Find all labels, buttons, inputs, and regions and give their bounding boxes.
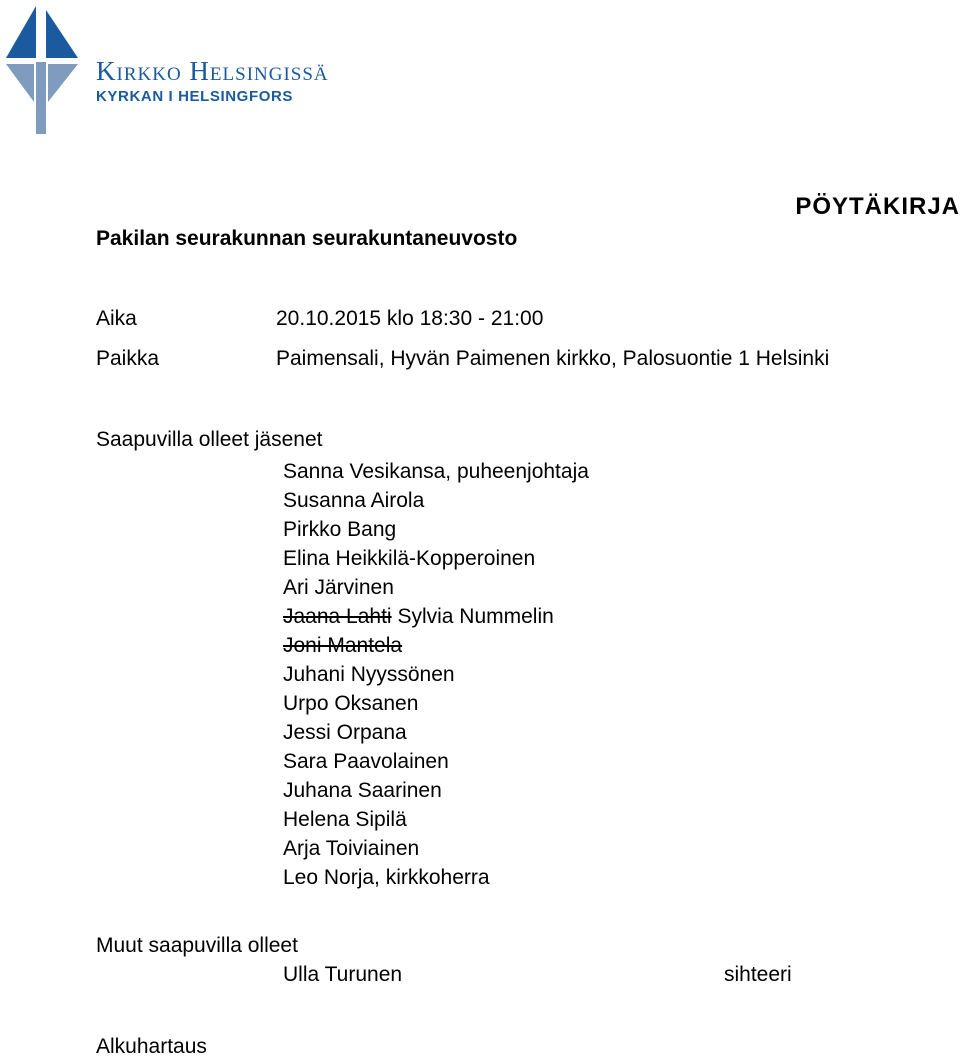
list-item <box>283 834 589 863</box>
list-item <box>283 602 589 631</box>
member-name: Juhani Nyyssönen <box>283 663 455 686</box>
list-item <box>283 805 589 834</box>
other-attendee-role: sihteeri <box>724 963 792 986</box>
list-item <box>283 544 589 573</box>
list-item <box>283 718 589 747</box>
list-item <box>283 457 589 486</box>
others-label: Muut saapuvilla olleet <box>96 934 298 957</box>
member-name: Sylvia Nummelin <box>397 605 554 628</box>
place-value: Paimensali, Hyvän Paimenen kirkko, Palosuontie 1 Helsinki <box>276 347 830 370</box>
member-name: Pirkko Bang <box>283 518 397 541</box>
member-name: Helena Sipilä <box>283 808 407 831</box>
member-name: Sanna Vesikansa, puheenjohtaja <box>283 460 589 483</box>
other-attendee-name: Ulla Turunen <box>283 963 403 986</box>
member-name: Jessi Orpana <box>283 721 407 744</box>
list-item <box>283 660 589 689</box>
org-name: Kirkko Helsingissä <box>96 56 329 86</box>
time-value: 20.10.2015 klo 18:30 - 21:00 <box>276 307 544 330</box>
time-label: Aika <box>96 307 137 330</box>
list-item <box>283 776 589 805</box>
member-list <box>283 457 589 892</box>
struck-name: Jaana Lahti <box>283 605 392 628</box>
struck-name: Joni Mantela <box>283 634 403 657</box>
member-name: Urpo Oksanen <box>283 692 419 715</box>
document-type: PÖYTÄKIRJA <box>795 193 960 220</box>
list-item <box>283 631 589 660</box>
committee-title: Pakilan seurakunnan seurakuntaneuvosto <box>96 227 518 250</box>
member-name: Elina Heikkilä-Kopperoinen <box>283 547 536 570</box>
opening-label: Alkuhartaus <box>96 1035 207 1058</box>
list-item <box>283 747 589 776</box>
member-name: Leo Norja, kirkkoherra <box>283 866 490 889</box>
list-item <box>283 573 589 602</box>
member-name: Sara Paavolainen <box>283 750 449 773</box>
list-item <box>283 515 589 544</box>
org-subname: KYRKAN I HELSINGFORS <box>96 88 294 105</box>
church-cross-logo-icon <box>6 6 80 136</box>
list-item <box>283 689 589 718</box>
place-label: Paikka <box>96 347 160 370</box>
member-name: Susanna Airola <box>283 489 425 512</box>
list-item <box>283 863 589 892</box>
attendees-label: Saapuvilla olleet jäsenet <box>96 428 323 451</box>
member-name: Arja Toiviainen <box>283 837 420 860</box>
member-name: Juhana Saarinen <box>283 779 442 802</box>
member-name: Ari Järvinen <box>283 576 394 599</box>
list-item <box>283 486 589 515</box>
